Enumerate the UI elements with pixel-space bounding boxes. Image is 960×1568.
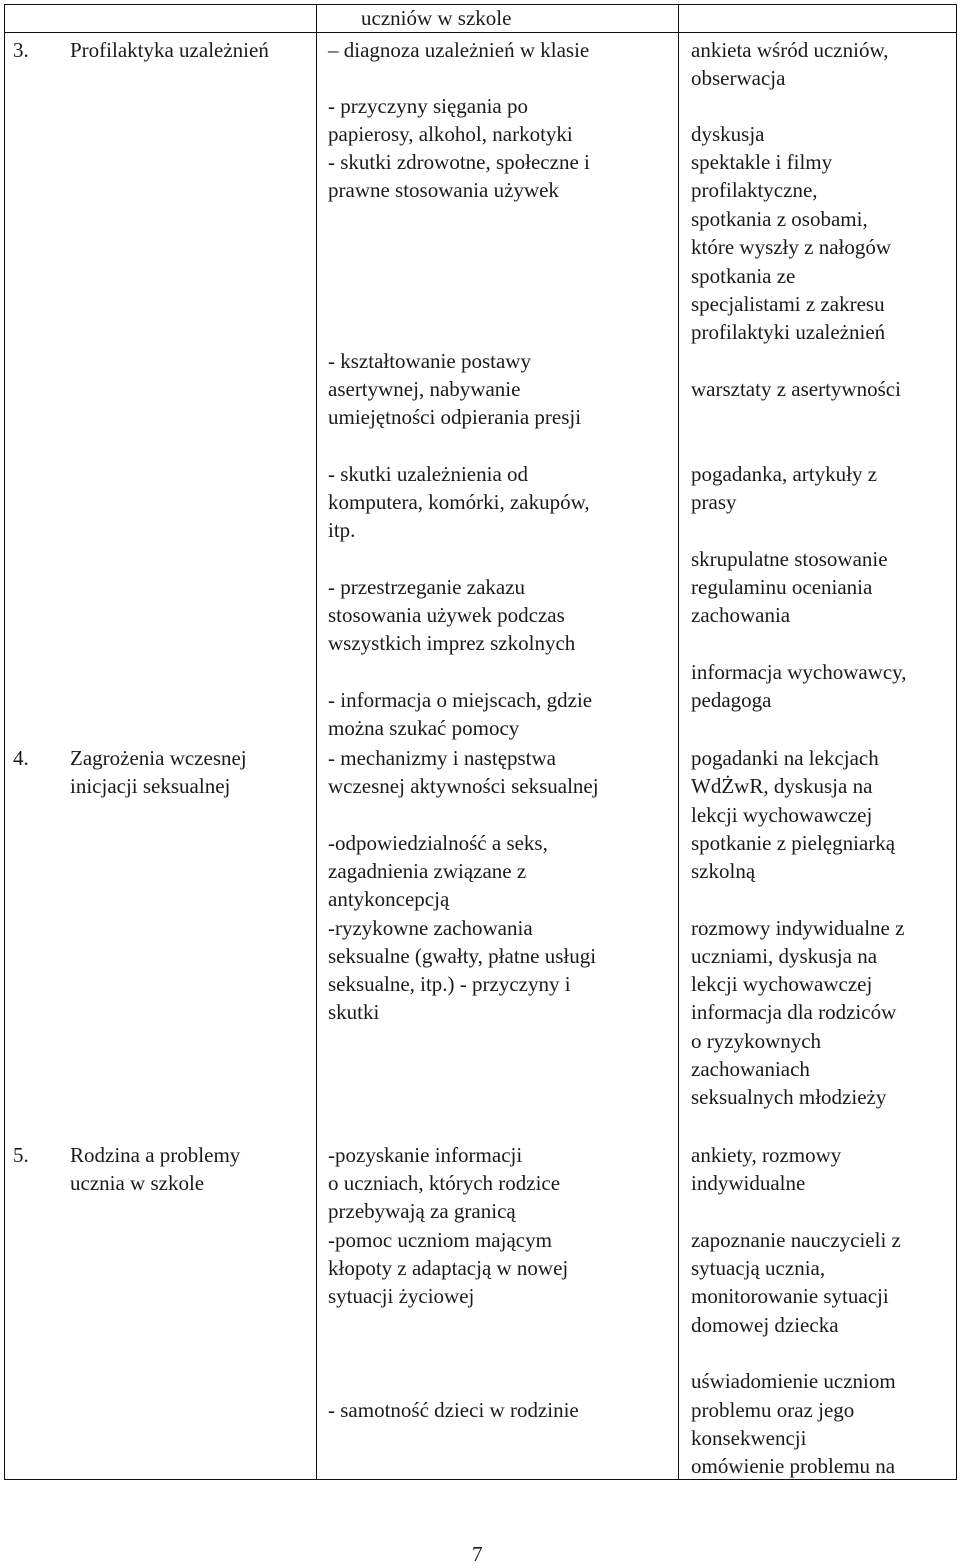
method-text: obserwacja (691, 66, 786, 90)
content-text: itp. (328, 518, 356, 542)
method-text: informacja dla rodziców (691, 1000, 897, 1024)
method-text: zachowania (691, 603, 791, 627)
method-text: omówienie problemu na (691, 1454, 896, 1478)
method-text: uświadomienie uczniom (691, 1369, 896, 1393)
topic-title: Zagrożenia wczesnej (70, 746, 247, 770)
method-text: pedagoga (691, 688, 772, 712)
content-text: skutki (328, 1000, 380, 1024)
content-text: można szukać pomocy (328, 716, 520, 740)
method-text: sytuacją ucznia, (691, 1256, 826, 1280)
content-text: wszystkich imprez szkolnych (328, 631, 576, 655)
topic-number: 3. (13, 38, 29, 62)
content-text: - mechanizmy i następstwa (328, 746, 557, 770)
method-text: szkolną (691, 859, 756, 883)
method-text: domowej dziecka (691, 1313, 839, 1337)
content-text: sytuacji życiowej (328, 1284, 475, 1308)
method-text: informacja wychowawcy, (691, 660, 907, 684)
method-text: spotkanie z pielęgniarką (691, 831, 896, 855)
content-text: stosowania używek podczas (328, 603, 565, 627)
method-text: dyskusja (691, 122, 765, 146)
method-text: spektakle i filmy (691, 150, 833, 174)
column-divider-1 (316, 4, 317, 1480)
topic-title: ucznia w szkole (70, 1171, 205, 1195)
content-text: prawne stosowania używek (328, 178, 559, 202)
table-right-border (956, 4, 957, 1480)
content-text: seksualne (gwałty, płatne usługi (328, 944, 597, 968)
content-text: - skutki uzależnienia od (328, 462, 529, 486)
content-text: o uczniach, których rodzice (328, 1171, 561, 1195)
method-text: WdŻwR, dyskusja na (691, 774, 873, 798)
method-text: spotkania z osobami, (691, 207, 868, 231)
method-text: warsztaty z asertywności (691, 377, 901, 401)
content-text: -odpowiedzialność a seks, (328, 831, 548, 855)
method-text: lekcji wychowawczej (691, 803, 873, 827)
content-text: asertywnej, nabywanie (328, 377, 521, 401)
method-text: lekcji wychowawczej (691, 972, 873, 996)
column-divider-2 (678, 4, 679, 1480)
method-text: spotkania ze (691, 264, 796, 288)
method-text: o ryzykownych (691, 1029, 822, 1053)
table-left-border (4, 4, 5, 1480)
content-text: kłopoty z adaptacją w nowej (328, 1256, 569, 1280)
row-divider-1 (4, 32, 957, 33)
topic-title: Profilaktyka uzależnień (70, 38, 269, 62)
content-text: papierosy, alkohol, narkotyki (328, 122, 573, 146)
content-text: komputera, komórki, zakupów, (328, 490, 590, 514)
content-text: umiejętności odpierania presji (328, 405, 582, 429)
content-text: – diagnoza uzależnień w klasie (328, 38, 590, 62)
method-text: konsekwencji (691, 1426, 807, 1450)
method-text: regulaminu oceniania (691, 575, 873, 599)
method-text: monitorowanie sytuacji (691, 1284, 889, 1308)
content-text: -pozyskanie informacji (328, 1143, 523, 1167)
method-text: zachowaniach (691, 1057, 810, 1081)
content-text: - kształtowanie postawy (328, 349, 531, 373)
content-text: - przyczyny sięgania po (328, 94, 529, 118)
method-text: skrupulatne stosowanie (691, 547, 888, 571)
topic-title: inicjacji seksualnej (70, 774, 231, 798)
method-text: prasy (691, 490, 737, 514)
content-text: - informacja o miejscach, gdzie (328, 688, 593, 712)
topic-number: 5. (13, 1143, 29, 1167)
method-text: pogadanka, artykuły z (691, 462, 878, 486)
method-text: specjalistami z zakresu (691, 292, 885, 316)
method-text: indywidualne (691, 1171, 806, 1195)
topic-number: 4. (13, 746, 29, 770)
method-text: pogadanki na lekcjach (691, 746, 879, 770)
method-text: ankiety, rozmowy (691, 1143, 842, 1167)
method-text: profilaktyczne, (691, 178, 818, 202)
method-text: ankieta wśród uczniów, (691, 38, 889, 62)
content-text: uczniów w szkole (361, 6, 512, 30)
method-text: seksualnych młodzieży (691, 1085, 887, 1109)
method-text: rozmowy indywidualne z (691, 916, 905, 940)
topic-title: Rodzina a problemy (70, 1143, 241, 1167)
content-text: przebywają za granicą (328, 1199, 516, 1223)
page-number: 7 (472, 1542, 483, 1566)
content-text: - samotność dzieci w rodzinie (328, 1398, 579, 1422)
method-text: które wyszły z nałogów (691, 235, 892, 259)
content-text: zagadnienia związane z (328, 859, 527, 883)
content-text: - przestrzeganie zakazu (328, 575, 526, 599)
method-text: problemu oraz jego (691, 1398, 855, 1422)
content-text: seksualne, itp.) - przyczyny i (328, 972, 571, 996)
content-text: wczesnej aktywności seksualnej (328, 774, 599, 798)
content-text: -pomoc uczniom mającym (328, 1228, 552, 1252)
content-text: - skutki zdrowotne, społeczne i (328, 150, 590, 174)
content-text: antykoncepcją (328, 887, 450, 911)
content-text: -ryzykowne zachowania (328, 916, 533, 940)
method-text: zapoznanie nauczycieli z (691, 1228, 901, 1252)
method-text: profilaktyki uzależnień (691, 320, 886, 344)
method-text: uczniami, dyskusja na (691, 944, 878, 968)
